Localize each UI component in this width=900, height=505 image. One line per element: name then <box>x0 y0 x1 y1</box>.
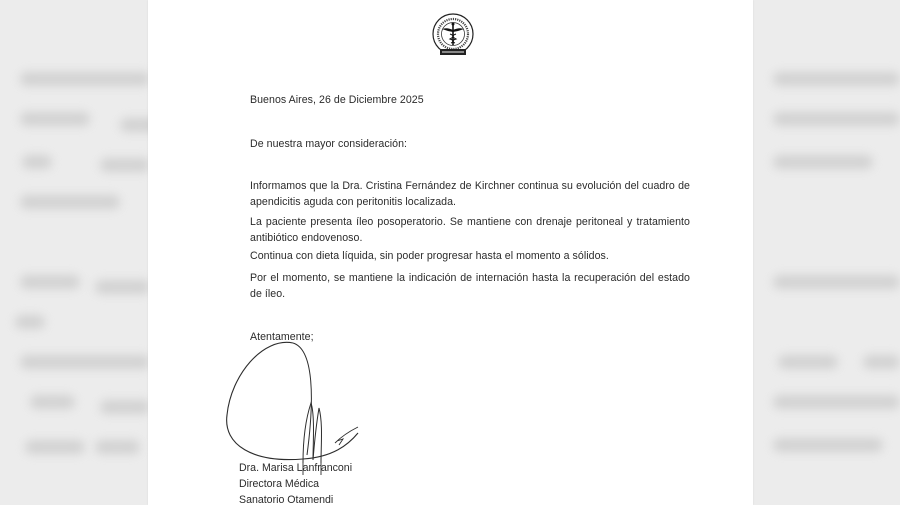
signatory-institution: Sanatorio Otamendi <box>239 494 334 505</box>
signatory-title: Directora Médica <box>239 478 320 490</box>
handwritten-signature <box>223 335 363 475</box>
caduceus-seal-icon <box>430 12 476 60</box>
date-line: Buenos Aires, 26 de Diciembre 2025 <box>250 94 424 106</box>
salutation: De nuestra mayor consideración: <box>250 138 408 150</box>
paragraph-hospitalization: Por el momento, se mantiene la indicación de internación hasta la recuperación del estado de íleo. <box>250 272 690 300</box>
blurred-background-right <box>753 0 900 505</box>
blurred-background-left <box>0 0 148 505</box>
signature-block <box>239 460 352 505</box>
paragraph-diagnosis: Informamos que la Dra. Cristina Fernández de Kirchner continua su evolución del cuadro de apendicitis aguda con peritonitis localizada. <box>250 180 690 208</box>
paragraph-treatment: La paciente presenta íleo posoperatorio. Se mantiene con drenaje peritoneal y tratamiento antibiótico endovenoso. <box>250 216 690 244</box>
paragraph-diet: Continua con dieta líquida, sin poder progresar hasta el momento a sólidos. <box>250 250 609 262</box>
closing: Atentamente; <box>250 331 314 343</box>
signatory-name: Dra. Marisa Lanfranconi <box>239 462 353 474</box>
letter-page <box>148 0 753 505</box>
